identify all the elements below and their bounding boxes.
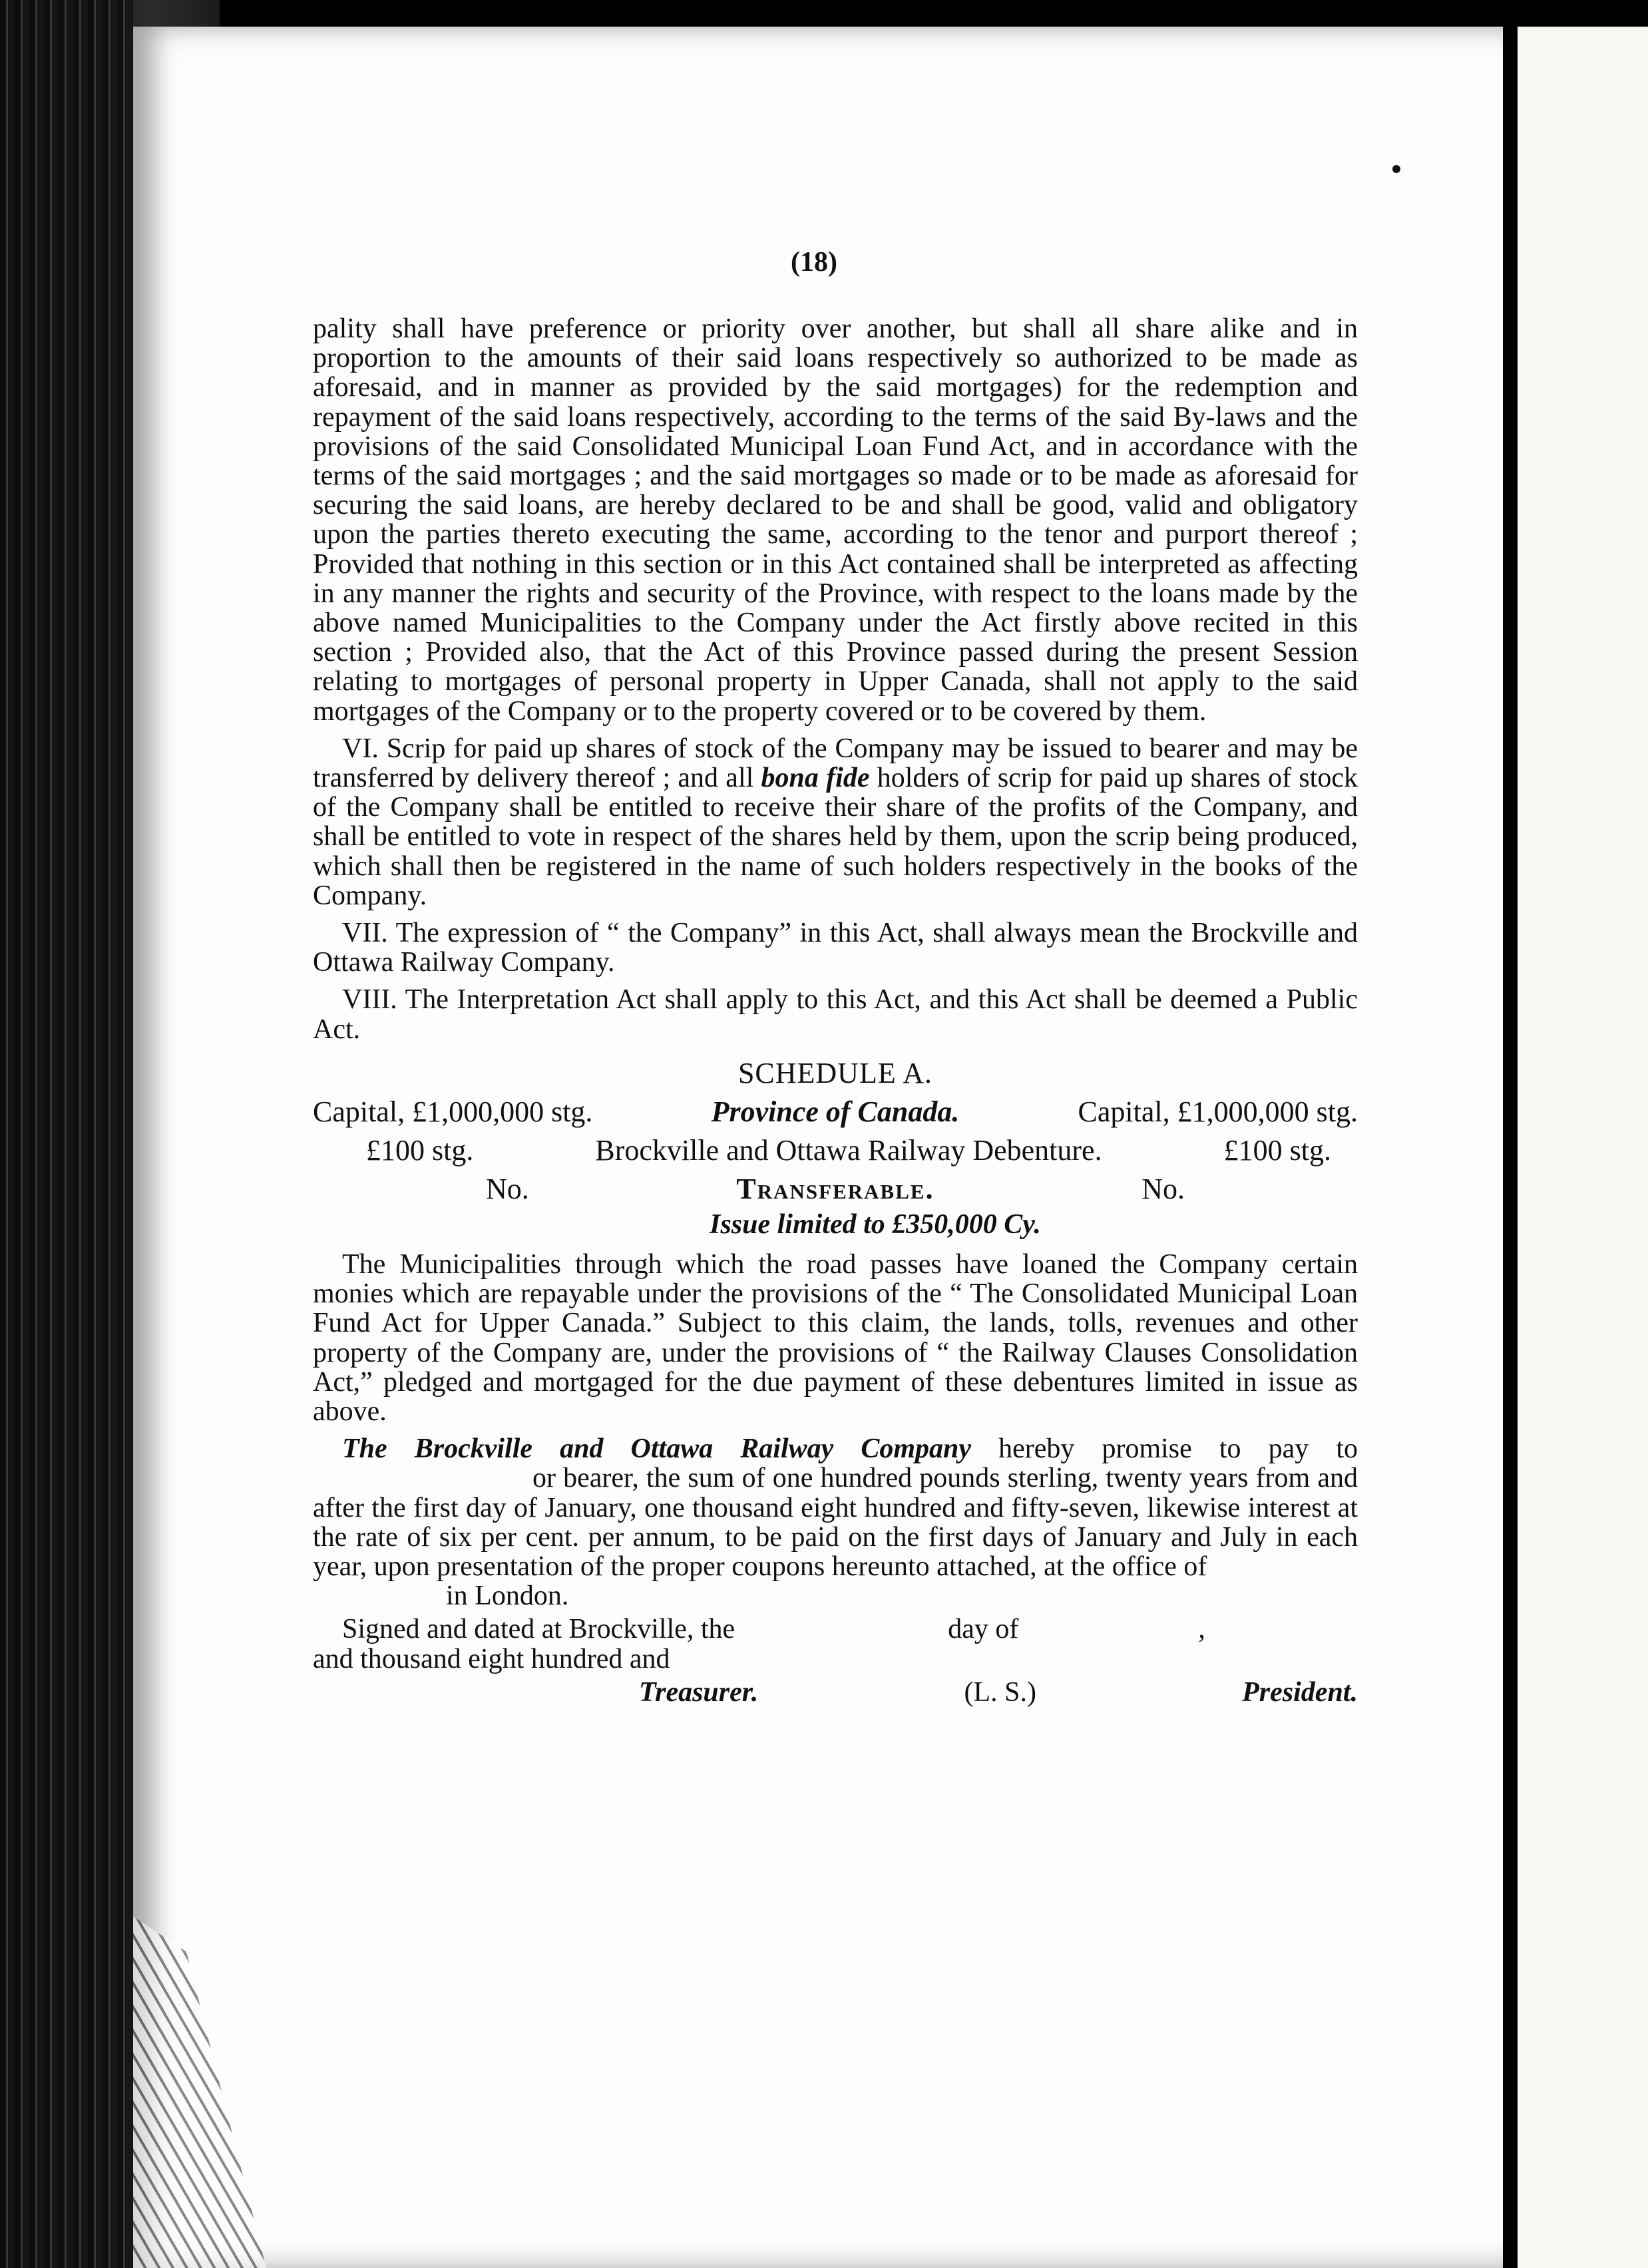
section-vi-text-a: VI. Scrip for paid up shares of stock of the Company may be issued to bearer and may be transferred by delivery thereof ; and all: [313, 733, 1358, 794]
promise-company-name: The Brockville and Ottawa Railway Company: [342, 1433, 972, 1465]
section-vi-paragraph: [313, 734, 1358, 910]
denomination-left: £100 stg.: [366, 1134, 474, 1167]
capital-left: Capital, £1,000,000 stg.: [313, 1095, 593, 1129]
signed-line: [313, 1614, 1358, 1644]
seal-label: (L. S.): [964, 1676, 1036, 1708]
issue-limit: Issue limited to £350,000 Cy.: [710, 1209, 1041, 1240]
province-heading: Province of Canada.: [711, 1095, 960, 1129]
schedule-title: SCHEDULE A.: [737, 1056, 933, 1089]
scan-top-border: [0, 0, 1648, 27]
facing-page-edge: [1518, 27, 1648, 2268]
section-continuation-paragraph: pality shall have preference or priority over another, but shall all share alike and in proportion to the amounts of their said loans respectively so authorized to be made as aforesaid, and in manner as provided by the said mortgages) for the redemption and repayment of the said loans respectively, according to the terms of the said By-laws and the provisions of the said Consolidated Municipal Loan Fund Act, and in accordance with the terms of the said mortgages ; and the said mortgages so made or to be made as aforesaid for securing the said loans, are hereby declared to be and shall be good, valid and obligatory upon the parties thereto executing the same, according to the tenor and purport thereof ; Provided that nothing in this section or in this Act contained shall be interpreted as affecting in any manner the rights and security of the Province, with respect to the loans made by the above named Municipalities to the Company under the Act firstly above recited in this section ; Provided also, that the Act of this Province passed during the present Session relating to mortgages of personal property in Upper Canada, shall not apply to the said mortgages of the Company or to the property covered or to be covered by them.: [313, 313, 1358, 727]
section-viii-paragraph: VIII. The Interpretation Act shall apply to this Act, and this Act shall be deemed a Public Act.: [313, 984, 1358, 1045]
promise-paragraph: [313, 1434, 1358, 1581]
promise-to: to: [1336, 1433, 1358, 1465]
section-vii-paragraph: VII. The expression of “ the Company” in this Act, shall always mean the Brockville and Ottawa Railway Company.: [313, 918, 1358, 978]
treasurer-label: Treasurer.: [639, 1676, 759, 1708]
capital-right: Capital, £1,000,000 stg.: [1078, 1095, 1358, 1129]
number-right: No.: [1141, 1173, 1185, 1206]
document-body: [313, 248, 1358, 1707]
signed-comma: ,: [1198, 1614, 1205, 1645]
promise-text-a: hereby promise to pay: [971, 1433, 1309, 1465]
signature-row: [313, 1678, 1358, 1707]
schedule-preamble: The Municipalities through which the road passes have loaned the Company certain monies which are repayable under the provisions of the “ The Consolidated Municipal Loan Fund Act for Upper Canada.” Subject to this claim, the lands, tolls, revenues and other property of the Company are, under the provisions of “ the Railway Clauses Consolidation Act,” pledged and mortgaged for the due payment of these debentures limited in issue as above.: [313, 1248, 1358, 1427]
section-vi-italic-term: bona fide: [761, 763, 870, 794]
book-spine-edge: [0, 0, 133, 2268]
signed-day-of: day of: [948, 1614, 1019, 1645]
ink-speck: [1392, 165, 1400, 173]
debenture-heading: Brockville and Ottawa Railway Debenture.: [595, 1134, 1102, 1167]
capital-row: [313, 1097, 1358, 1127]
number-left: No.: [486, 1173, 529, 1206]
promise-text-b: or bearer, the sum of one hundred pounds sterling, twenty years from and after the first day of January, one thousand eight hundred and fifty-seven, likewise interest at the rate of six per cent. per annum, to be paid on the first days of January and July in each year, upon presentation of the proper coupons hereunto attached, at the office of: [313, 1463, 1358, 1582]
signed-year-line: and thousand eight hundred and: [313, 1643, 670, 1674]
denomination-row: [313, 1136, 1358, 1165]
president-label: President.: [1242, 1676, 1358, 1708]
denomination-right: £100 stg.: [1223, 1134, 1331, 1167]
section-vi-text-b: holders of scrip for paid up shares of stock of the Company shall be entitled to receive their share of the profits of the Company, and shall be entitled to vote in respect of the shares held by them, upon the scrip being produced, which shall then be registered in the name of such holders respectively in the books of the Company.: [313, 763, 1358, 911]
transferable-label: Transferable.: [736, 1173, 934, 1206]
signed-text-a: Signed and dated at Brockville, the: [342, 1614, 735, 1645]
in-london-line: in London.: [446, 1581, 569, 1612]
page-number: (18): [791, 247, 837, 278]
number-row: [313, 1175, 1358, 1204]
